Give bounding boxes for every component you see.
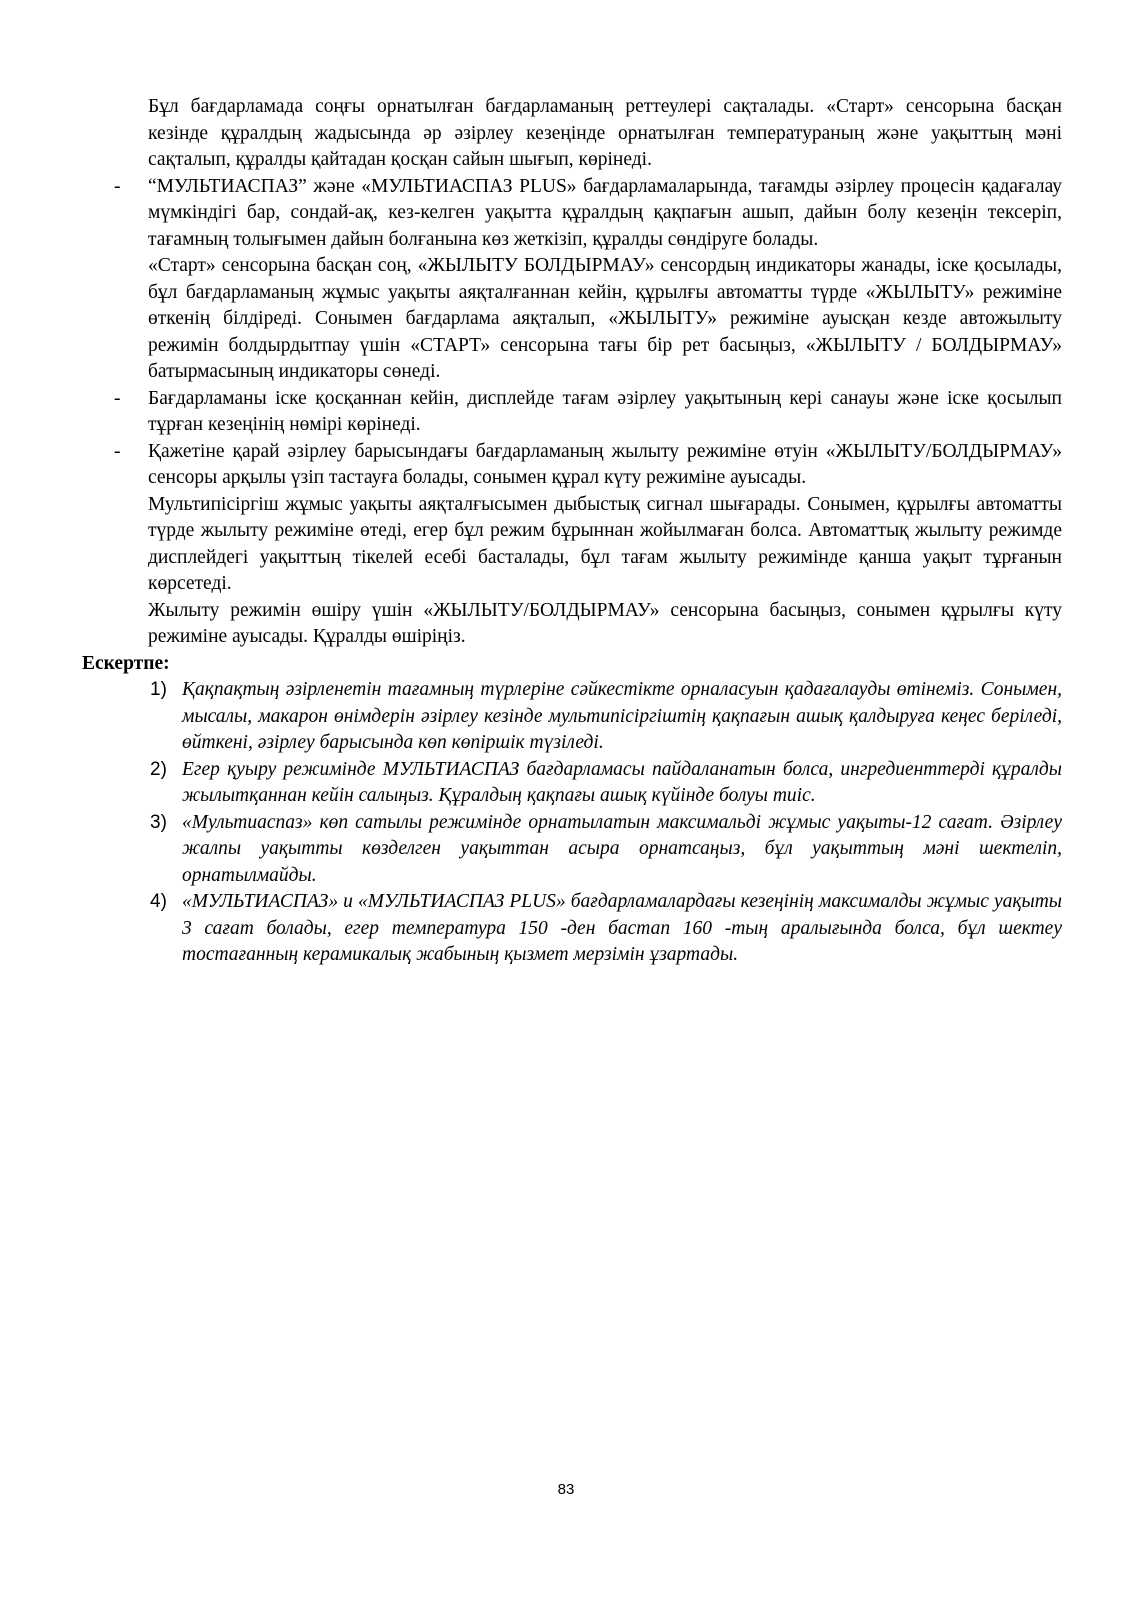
page-number: 83 <box>557 1481 575 1498</box>
bullet-marker: - <box>114 175 121 197</box>
paragraph-keep-warm: «Старт» сенсорына басқан соң, «ЖЫЛЫТУ БОЛДЫРМАУ» сенсордың индикаторы жанады, іске қосылады, бұл бағдарламаның жұмыс уақыты аяқталғаннан кейін, құрылғы автоматты түрде «ЖЫЛЫТУ» режиміне өткенің білдіреді. Сонымен бағдарлама аяқталып, «ЖЫЛЫТУ» режиміне ауысқан кезде автожылыту режимін болдырдытпау үшін «СТАРТ» сенсорына тағы бір рет басыңыз, «ЖЫЛЫТУ / БОЛДЫРМАУ» батырмасының индикаторы сөнеді. <box>148 255 1062 382</box>
note-text: «Мультиаспаз» көп сатылы режимінде орнатылатын максимальді жұмыс уақыты-12 сағат. Әзірлеу жалпы уақытты көзделген уақыттан асыра орнатсаңыз, бұл уақыттың мәні шектеліп, орнатылмайды. <box>182 811 1062 886</box>
bullet-text: “МУЛЬТИАСПАЗ” және «МУЛЬТИАСПАЗ PLUS» бағдарламаларында, тағамды әзірлеу процесін қадағалау мүмкіндігі бар, сондай-ақ, кез-келген уақытта құралдың қақпағын ашып, дайын болу кезеңін тексеріп, тағамның толығымен дайын болғанына көз жеткізіп, құралды сөндіруге болады. <box>148 175 1062 250</box>
note-text: Егер қуыру режимінде МУЛЬТИАСПАЗ бағдарламасы пайдаланатын болса, ингредиенттерді құралды жылытқаннан кейін салыңыз. Құралдың қақпағы ашық күйінде болуы тиіс. <box>182 758 1062 806</box>
bullet-text: Қажетіне қарай әзірлеу барысындағы бағдарламаның жылыту режиміне өтуін «ЖЫЛЫТУ/БОЛДЫРМАУ» сенсоры арқылы үзіп тастауға болады, сонымен құрал күту режиміне ауысады. <box>148 440 1062 488</box>
bullet-countdown <box>82 386 1062 439</box>
note-item <box>82 757 1062 810</box>
bullet-marker: - <box>114 387 121 409</box>
paragraph-end-signal: Мультипісіргіш жұмыс уақыты аяқталғысымен дыбыстық сигнал шығарады. Сонымен, құрылғы автоматты түрде жылыту режиміне өтеді, егер бұл режим бұрыннан жойылмаған болса. Автоматтық жылыту режимде дисплейдегі уақыттың тікелей есебі басталады, бұл тағам жылыту режимінде қанша уақыт тұрғанын көрсетеді. <box>148 493 1062 594</box>
page-body <box>82 94 1062 969</box>
bullet-cancel-warm <box>82 439 1062 492</box>
bullet-text: Бағдарламаны іске қосқаннан кейін, дисплейде тағам әзірлеу уақытының кері санауы және іске қосылып тұрған кезеңінің нөмірі көрінеді. <box>148 387 1062 435</box>
paragraph-turn-off: Жылыту режимін өшіру үшін «ЖЫЛЫТУ/БОЛДЫРМАУ» сенсорына басыңыз, сонымен құрылғы күту режиміне ауысады. Құралды өшіріңіз. <box>148 599 1062 647</box>
note-number: 4) <box>150 891 167 912</box>
note-text: Қақпақтың әзірленетін тағамның түрлеріне сәйкестікте орналасуын қадағалауды өтінеміз. Сонымен, мысалы, макарон өнімдерін әзірлеу кезінде мультипісіргіштің қақпағын ашық қалдыруға кеңес беріледі, өйткені, әзірлеу барысында көп көпіршік түзіледі. <box>182 679 1062 753</box>
notes-list <box>82 677 1062 969</box>
paragraph-program-memory: Бұл бағдарламада соңғы орнатылған бағдарламаның реттеулері сақталады. «Старт» сенсорына басқан кезінде құралдың жадысында әр әзірлеу кезеңінде орнатылған температураның және уақыттың мәні сақталып, құралды қайтадан қосқан сайын шығып, көрінеді. <box>148 96 1062 170</box>
bullet-marker: - <box>114 440 121 462</box>
note-number: 1) <box>150 679 167 700</box>
note-item <box>82 889 1062 969</box>
note-text: «МУЛЬТИАСПАЗ» и «МУЛЬТИАСПАЗ PLUS» бағдарламалардағы кезеңінің максималды жұмыс уақыты 3 сағат болады, егер температура 150 -ден бастап 160 -тың аралығында болса, бұл шектеу тостағанның керамикалық жабының қызмет мерзімін ұзартады. <box>182 891 1062 965</box>
notes-title: Ескертпе: <box>82 652 170 674</box>
note-item <box>82 677 1062 757</box>
bullet-multicook-control <box>82 174 1062 254</box>
note-number: 3) <box>150 811 167 833</box>
note-number: 2) <box>150 758 167 780</box>
note-item <box>82 810 1062 890</box>
